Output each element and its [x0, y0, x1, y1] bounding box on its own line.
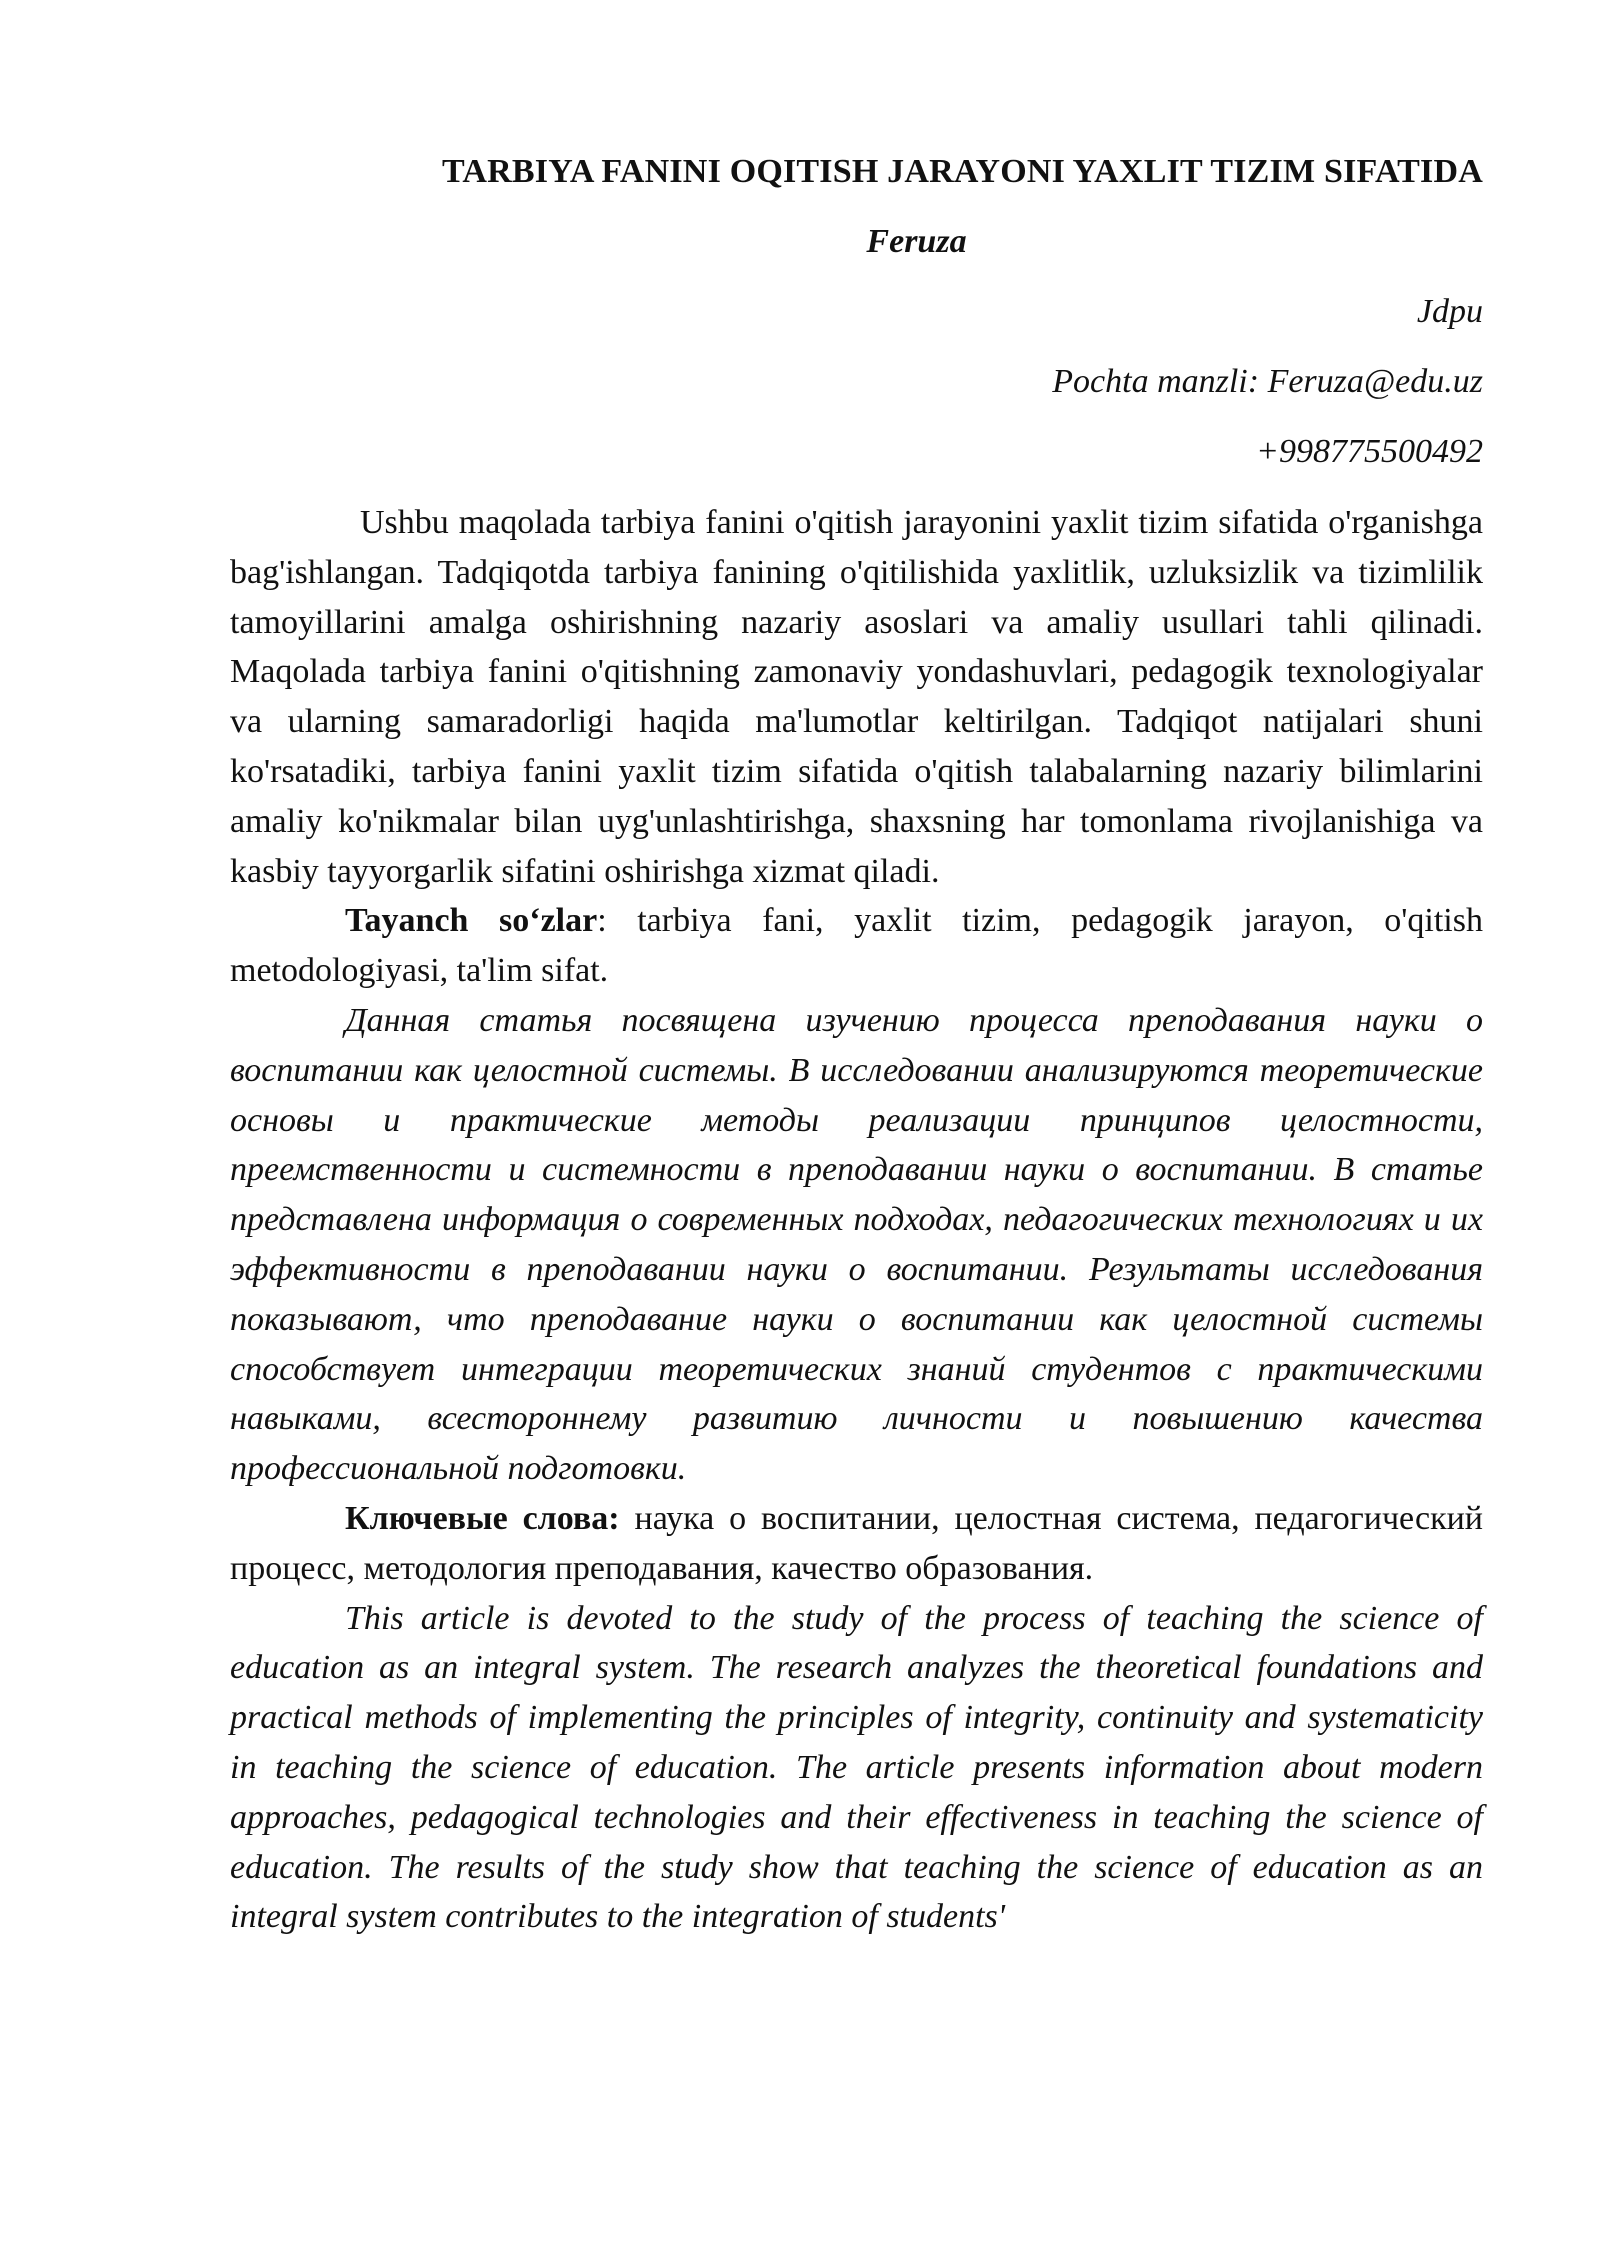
author-institution: Jdpu — [1416, 293, 1483, 330]
keywords-ru-text: наука о воспитании, целостная система, педагогический процесс, методология преподавания, качество образования. — [230, 1499, 1483, 1587]
keywords-uz-text: : tarbiya fani, yaxlit tizim, pedagogik jarayon, o'qitish metodologiyasi, ta'lim sifat. — [230, 902, 1483, 990]
keywords-ru-label: Ключевые слова: — [345, 1499, 620, 1537]
author-email: Pochta manzli: Feruza@edu.uz — [1052, 363, 1483, 400]
paper-title: TARBIYA FANINI OQITISH JARAYONI YAXLIT TIZIM SIFATIDA — [442, 153, 1483, 190]
document-page — [230, 148, 1483, 1942]
author-phone: +998775500492 — [1256, 433, 1483, 470]
keywords-uz-label: Tayanch so‘zlar — [345, 902, 598, 940]
abstract-uz: Ushbu maqolada tarbiya fanini o'qitish jarayonini yaxlit tizim sifatida o'rganishga bag'ishlangan. Tadqiqotda tarbiya fanining o'qitilishida yaxlitlik, uzluksizlik va tizimlilik tamoyillarini amalga oshirishning nazariy asoslari va amaliy usullari tahli qilinadi. Maqolada tarbiya fanini o'qitishning zamonaviy yondashuvlari, pedagogik texnologiyalar va ularning samaradorligi haqida ma'lumotlar keltirilgan. Tadqiqot natijalari shuni ko'rsatadiki, tarbiya fanini yaxlit tizim sifatida o'qitish talabalarning nazariy bilimlarini amaliy ko'nikmalar bilan uyg'unlashtirishga, shaxsning har tomonlama rivojlanishiga va kasbiy tayyorgarlik sifatini oshirishga xizmat qiladi. — [230, 504, 1483, 890]
abstract-en: This article is devoted to the study of the process of teaching the science of education as an integral system. The research analyzes the theoretical foundations and practical methods of implementing the principles of integrity, continuity and systematicity in teaching the science of education. The article presents information about modern approaches, pedagogical technologies and their effectiveness in teaching the science of education. The results of the study show that teaching the science of education as an integral system contributes to the integration of students' — [230, 1599, 1483, 1936]
keywords-ru — [230, 1494, 1483, 1594]
keywords-uz — [230, 896, 1483, 996]
abstract-ru: Данная статья посвящена изучению процесса преподавания науки о воспитании как целостной системы. В исследовании анализируются теоретические основы и практические методы реализации принципов целостности, преемственности и системности в преподавании науки о воспитании. В статье представлена информация о современных подходах, педагогических технологиях и их эффективности в преподавании науки о воспитании. Результаты исследования показывают, что преподавание науки о воспитании как целостной системы способствует интеграции теоретических знаний студентов с практическими навыками, всестороннему развитию личности и повышению качества профессиональной подготовки. — [230, 1001, 1483, 1488]
author-name: Feruza — [866, 223, 967, 260]
